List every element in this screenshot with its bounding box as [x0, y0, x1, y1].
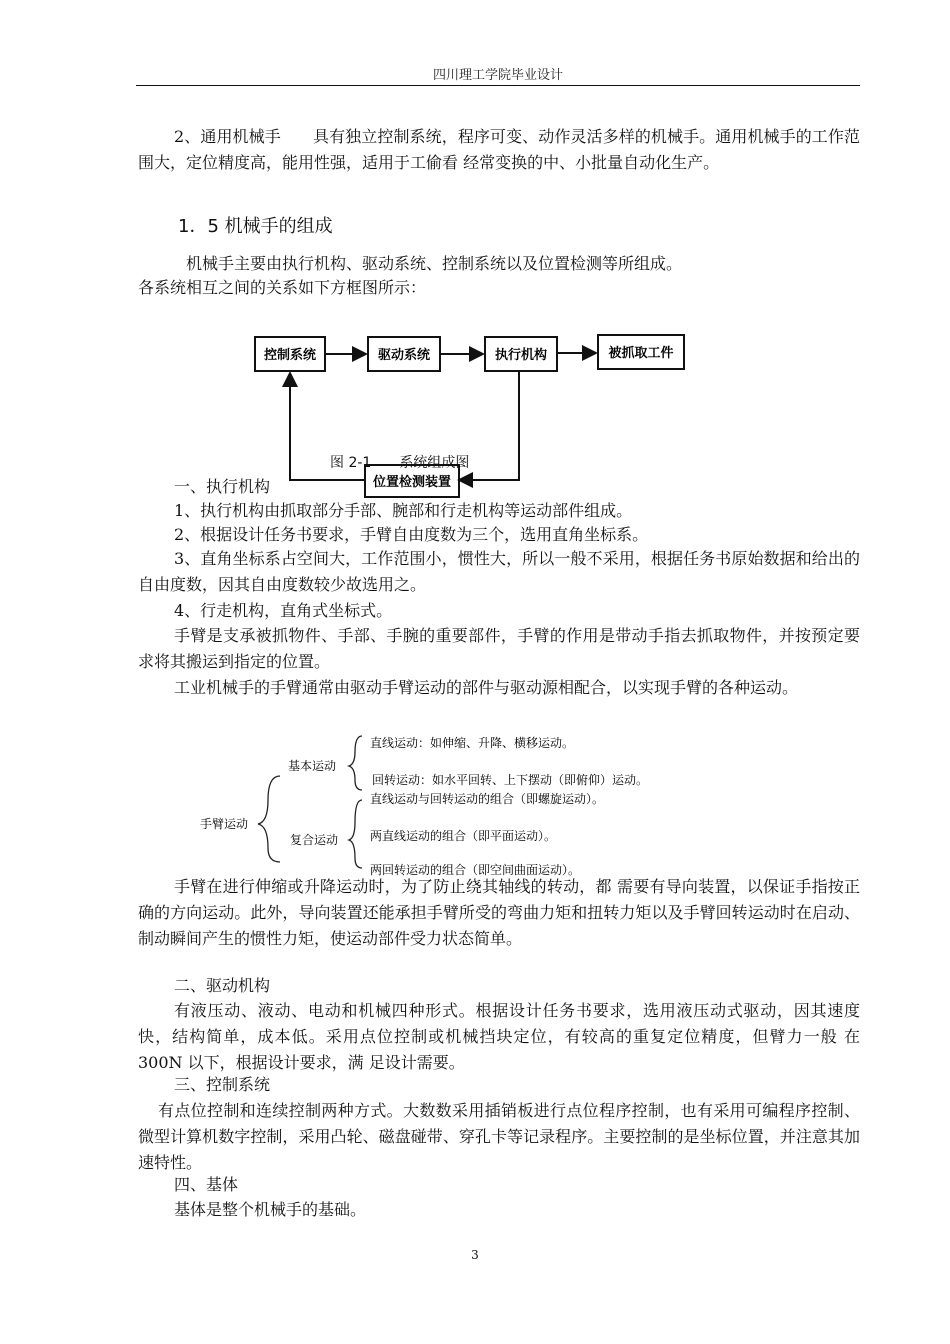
tree-compound-item: 两回转运动的组合（即空间曲面运动）。: [370, 863, 581, 877]
exec-item-3: 3、直角坐标系占空间大，工作范围小，惯性大，所以一般不采用，根据任务书原始数据和给出的自由度数，因其自由度数较少故选用之。: [138, 549, 860, 594]
tree-basic: 基本运动: [288, 759, 337, 773]
section-title: 1．5 机械手的组成: [178, 216, 333, 237]
exec-item-1: 1、执行机构由抓取部分手部、腕部和行走机构等运动部件组成。: [174, 501, 633, 520]
heading-control: 三、控制系统: [174, 1075, 271, 1094]
drive-paragraph: 有液压动、液动、电动和机械四种形式。根据设计任务书要求，选用液压动式驱动，因其速度快，结构简单，成本低。采用点位控制或机械挡块定位，有较高的重复定位精度，但臂力一般 在 300N 以下，根据设计要求，满 足设计需要。: [138, 1001, 860, 1072]
tree-root: 手臂运动: [200, 817, 249, 831]
base-paragraph: 基体是整个机械手的基础。: [174, 1200, 367, 1219]
guide-paragraph: 手臂在进行伸缩或升降运动时，为了防止绕其轴线的转动，都 需要有导向装置，以保证手指按正确的方向运动。此外，导向装置还能承担手臂所受的弯曲力矩和扭转力矩以及手臂回转运动时在启动、制动瞬间产生的惯性力矩，使运动部件受力状态简单。: [138, 877, 860, 948]
page-header: 四川理工学院毕业设计: [432, 68, 563, 83]
brace-compound: [349, 800, 362, 868]
para-general-manipulator: 2、通用机械手 具有独立控制系统，程序可变、动作灵活多样的机械手。通用机械手的工作范围大，定位精度高，能用性强，适用于工偷看 经常变换的中、小批量自动化生产。: [138, 127, 860, 172]
exec-item-2: 2、根据设计任务书要求，手臂自由度数为三个，选用直角坐标系。: [174, 525, 649, 544]
tree-compound: 复合运动: [290, 833, 339, 847]
tree-basic-item: 回转运动：如水平回转、上下摆动（即俯仰）运动。: [372, 773, 649, 787]
figure-caption: 图 2-1 系统组成图: [330, 455, 470, 471]
tree-basic-item: 直线运动：如伸缩、升降、横移运动。: [370, 736, 575, 750]
box-label: 执行机构: [494, 348, 548, 363]
box-label: 控制系统: [263, 348, 317, 363]
exec-item-4: 4、行走机构，直角式坐标式。: [174, 601, 393, 620]
heading-execution: 一、执行机构: [174, 477, 271, 496]
brace-root: [258, 776, 280, 862]
brace-basic: [349, 736, 362, 790]
page-number: 3: [471, 1248, 479, 1262]
control-paragraph: 有点位控制和连续控制两种方式。大数数采用插销板进行点位程序控制，也有采用可编程序控制、微型计算机数字控制，采用凸轮、磁盘碰带、穿孔卡等记录程序。主要控制的是坐标位置，并注意其加速特性。: [138, 1101, 860, 1172]
heading-base: 四、基体: [174, 1175, 239, 1194]
box-label: 位置检测装置: [372, 475, 452, 490]
box-label: 驱动系统: [377, 348, 431, 363]
box-label: 被抓取工件: [608, 346, 674, 361]
heading-drive: 二、驱动机构: [174, 976, 271, 995]
intro-line-1: 机械手主要由执行机构、驱动系统、控制系统以及位置检测等所组成。: [186, 254, 683, 273]
tree-compound-item: 直线运动与回转运动的组合（即螺旋运动）。: [370, 792, 605, 806]
tree-compound-item: 两直线运动的组合（即平面运动）。: [370, 829, 557, 843]
arm-paragraph: 手臂是支承被抓物件、手部、手腕的重要部件，手臂的作用是带动手指去抓取物件，并按预定要求将其搬运到指定的位置。: [138, 626, 860, 671]
intro-line-2: 各系统相互之间的关系如下方框图所示：: [138, 278, 427, 297]
arm-paragraph-2: 工业机械手的手臂通常由驱动手臂运动的部件与驱动源相配合，以实现手臂的各种运动。: [174, 678, 799, 697]
